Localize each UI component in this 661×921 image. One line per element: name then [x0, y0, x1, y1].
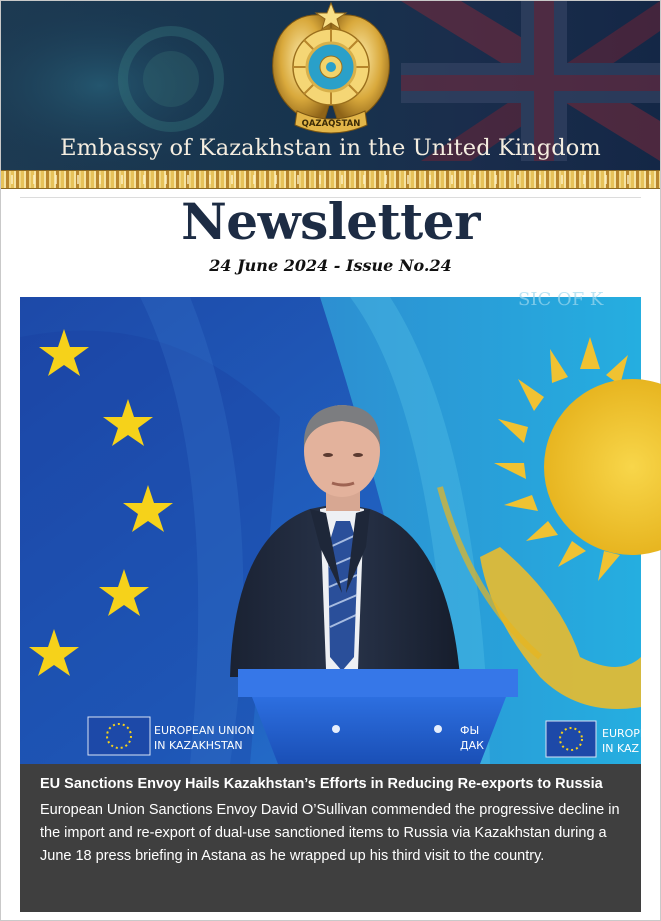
header-banner — [1, 1, 660, 189]
sign-right-line2: IN KAZ — [602, 742, 640, 755]
article-photo[interactable] — [20, 289, 647, 764]
article-caption — [20, 764, 641, 912]
state-emblem-icon — [267, 3, 395, 137]
emblem-ribbon-text: QAZAQSTAN — [301, 119, 361, 129]
eu-sign-right — [546, 721, 647, 757]
article-summary: European Union Sanctions Envoy David O’Sullivan commended the progressive decline in the import and re-export of dual-use sanctioned items to Russia via Kazakhstan during a June 18 press briefing in Astana as he wrapped up his third visit to the country. — [40, 802, 620, 864]
embassy-title: Embassy of Kazakhstan in the United Kingdom — [60, 135, 601, 161]
sign-left-line1: EUROPEAN UNION — [154, 724, 255, 737]
sign-left-line2: IN KAZAKHSTAN — [154, 739, 243, 752]
sign-right-line1: EUROPE — [602, 727, 647, 740]
backdrop-text: SIC OF K — [518, 289, 604, 310]
sign-middle-line1: ФЫ — [460, 724, 480, 737]
gold-ornament-border — [1, 170, 660, 189]
press-briefing-image — [20, 289, 647, 764]
sign-middle-line2: ДАК — [460, 739, 484, 752]
issue-date-line: 24 June 2024 - Issue No.24 — [209, 256, 452, 275]
newsletter-title: Newsletter — [181, 192, 480, 251]
article-headline-link[interactable]: EU Sanctions Envoy Hails Kazakhstan’s Efforts in Reducing Re-exports to Russia — [40, 776, 603, 792]
